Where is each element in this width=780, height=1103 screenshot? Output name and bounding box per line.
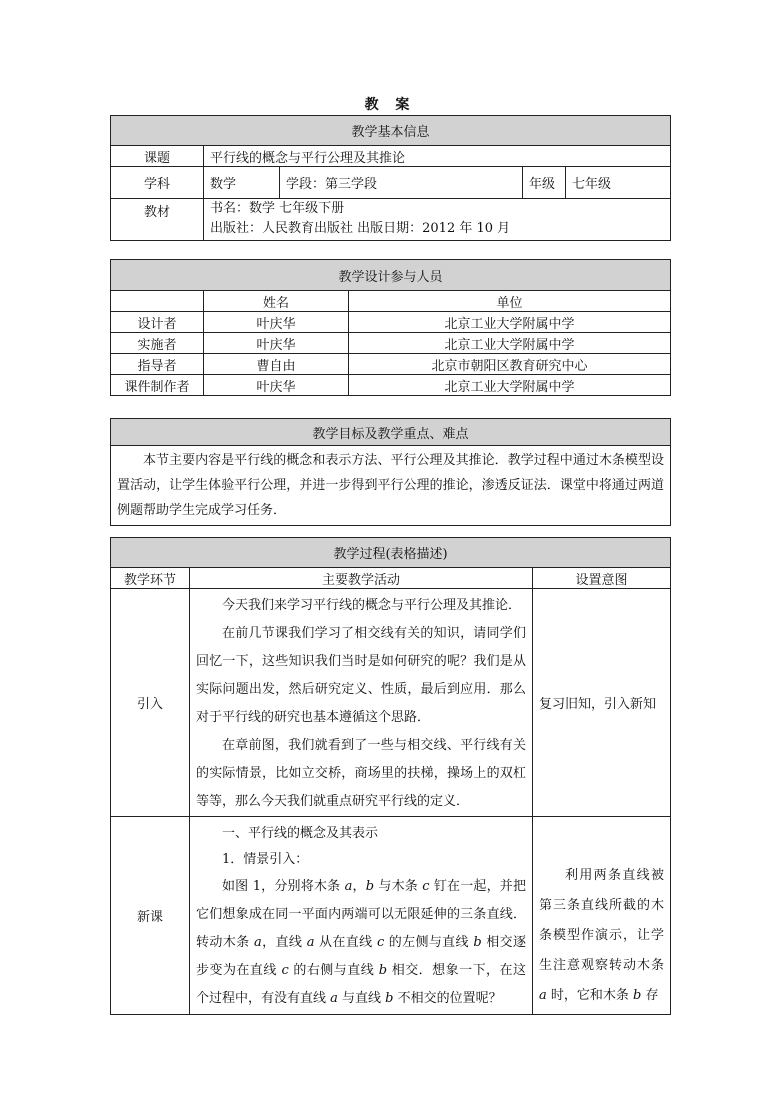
intro-intent: 复习旧知，引入新知 <box>533 589 671 817</box>
participant-name: 叶庆华 <box>204 333 349 354</box>
process-header: 教学过程(表格描述) <box>111 538 671 568</box>
participant-row <box>111 354 671 375</box>
participant-row <box>111 375 671 396</box>
participant-row <box>111 312 671 333</box>
col-stage-header: 教学环节 <box>111 568 190 589</box>
participant-unit: 北京工业大学附属中学 <box>349 375 671 396</box>
intro-row <box>111 589 671 817</box>
participant-role: 实施者 <box>111 333 204 354</box>
intro-paragraph: 今天我们来学习平行线的概念与平行公理及其推论． <box>222 598 522 613</box>
intro-activity <box>190 589 533 817</box>
col-intent-header: 设置意图 <box>533 568 671 589</box>
goals-header: 教学目标及教学重点、难点 <box>111 419 671 446</box>
topic-value: 平行线的概念与平行公理及其推论 <box>204 146 671 167</box>
intro-paragraph: 在前几节课我们学习了相交线有关的知识，请同学们回忆一下，这些知识我们当时是如何研究的呢？我们是从实际问题出发，然后研究定义、性质，最后到应用．那么对于平行线的研究也基本遵循这个思路． <box>196 626 526 725</box>
blank-cell <box>111 291 204 312</box>
col-activity-header: 主要教学活动 <box>190 568 533 589</box>
subject-label: 学科 <box>111 167 204 199</box>
intro-paragraph: 在章前图，我们就看到了一些与相交线、平行线有关的实际情景，比如立交桥，商场里的扶梯，操场上的双杠等等，那么今天我们就重点研究平行线的定义． <box>196 738 526 809</box>
textbook-label: 教材 <box>111 199 204 241</box>
participant-unit: 北京市朝阳区教育研究中心 <box>349 354 671 375</box>
goals-text: 本节主要内容是平行线的概念和表示方法、平行公理及其推论．教学过程中通过木条模型设置活动，让学生体验平行公理，并进一步得到平行公理的推论，渗透反证法．课堂中将通过两道例题帮助学生完成学习任务． <box>111 446 671 526</box>
textbook-line2: 出版社：人民教育出版社 出版日期：2012 年 10 月 <box>210 221 511 236</box>
participant-role: 课件制作者 <box>111 375 204 396</box>
participant-role: 设计者 <box>111 312 204 333</box>
participant-name: 叶庆华 <box>204 375 349 396</box>
basic-info-table <box>110 115 671 241</box>
stage-value: 第三学段 <box>325 177 378 192</box>
participant-unit: 北京工业大学附属中学 <box>349 333 671 354</box>
topic-label: 课题 <box>111 146 204 167</box>
subject-value: 数学 <box>204 167 280 199</box>
textbook-line1: 书名：数学 七年级下册 <box>210 201 345 216</box>
intro-stage: 引入 <box>111 589 190 817</box>
document-title: 教 案 <box>364 97 416 113</box>
participant-name: 曹自由 <box>204 354 349 375</box>
newlesson-stage: 新课 <box>111 817 190 1015</box>
participants-table <box>110 259 671 396</box>
process-table <box>110 537 671 1015</box>
participant-unit: 北京工业大学附属中学 <box>349 312 671 333</box>
newlesson-row <box>111 817 671 1015</box>
newlesson-subheading: 1．情景引入： <box>222 852 309 867</box>
goals-table <box>110 418 671 526</box>
stage-label: 学段： <box>286 177 326 192</box>
newlesson-intent: 利用两条直线被第三条直线所截的木条模型作演示，让学生注意观察转动木条 a 时，它和木条 b 存 <box>533 817 671 1015</box>
newlesson-activity <box>190 817 533 1015</box>
grade-value: 七年级 <box>566 167 671 199</box>
participant-name: 叶庆华 <box>204 312 349 333</box>
basic-info-header: 教学基本信息 <box>111 116 671 146</box>
participant-role: 指导者 <box>111 354 204 375</box>
newlesson-heading: 一、平行线的概念及其表示 <box>222 826 379 841</box>
participant-row <box>111 333 671 354</box>
grade-label: 年级 <box>523 167 566 199</box>
col-name-header: 姓名 <box>204 291 349 312</box>
participants-header: 教学设计参与人员 <box>111 260 671 291</box>
stage-cell <box>280 167 523 199</box>
textbook-value <box>204 199 671 241</box>
col-unit-header: 单位 <box>349 291 671 312</box>
newlesson-paragraph: 如图 1，分别将木条 a，b 与木条 c 钉在一起，并把它们想象成在同一平面内两端可以无限延伸的三条直线．转动木条 a，直线 a 从在直线 c 的左侧与直线 b 相交逐步变为在直线 c 的右侧与直线 b 相交．想象一下，在这个过程中，有没有直线 a 与直线 b 不相交的位置呢？ <box>196 879 526 1006</box>
